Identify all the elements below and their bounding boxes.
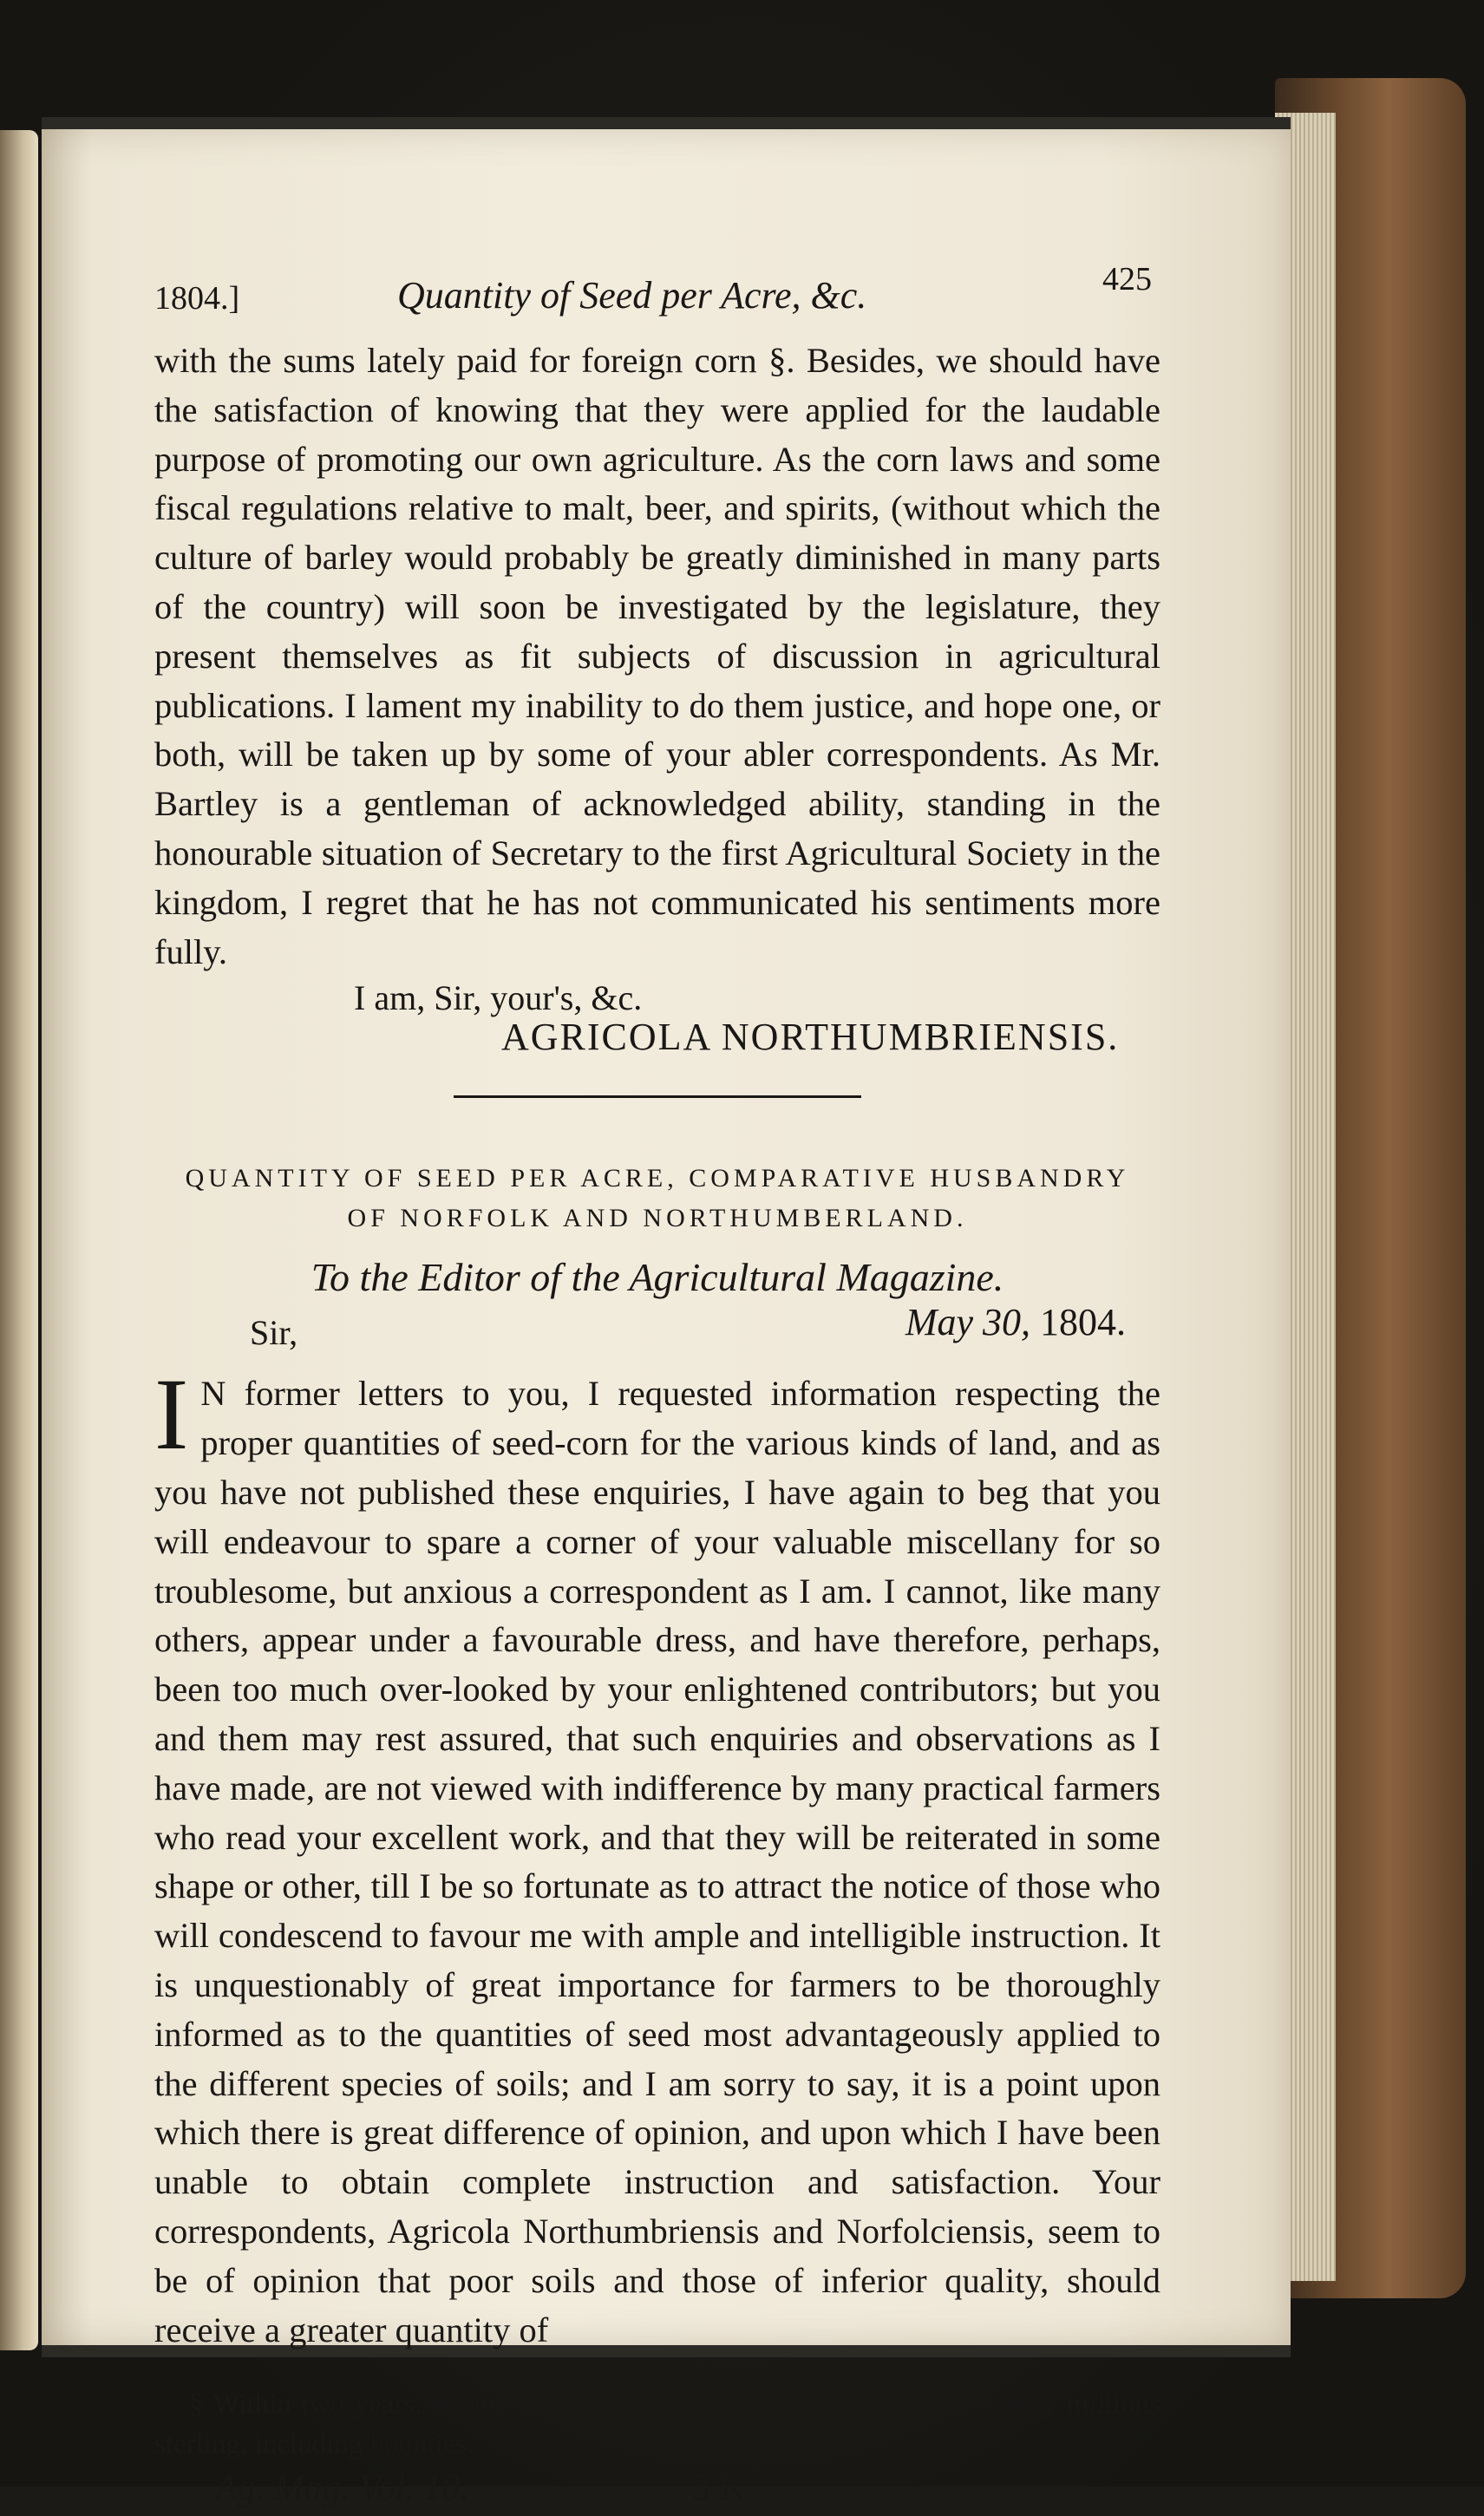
closing-line: I am, Sir, your's, &c. (354, 978, 643, 1018)
footnote-text: § Within two years, ending in 1801, these sums amounted to near twenty millions sterling, including bounties. (154, 2389, 1160, 2460)
running-head (154, 260, 1160, 321)
paragraph-1: with the sums lately paid for foreign corn §. Besides, we should have the satisfaction of knowing that they were applied for the laudable purpose of promoting our own agriculture. As the corn laws and some fiscal regulations relative to malt, beer, and spirits, (without which the culture of barley would probably be greatly diminished in many parts of the country) will soon be investigated by the legislature, they present themselves as fit subjects of discussion in agricultural publications. I lament my inability to do them justice, and hope one, or both, will be taken up by some of your abler correspondents. As Mr. Bartley is a gentleman of acknowledged ability, standing in the honourable situation of Secretary to the first Agricultural Society in the kingdom, I regret that he has not communicated his sentiments more fully. (154, 341, 1160, 971)
paragraph-2-text: N former letters to you, I requested information respecting the proper quantities of seed-corn for the various kinds of land, and as you have not published these enquiries, I have again to beg that you will endeavour to spare a corner of your valuable miscellany for so troublesome, but anxious a correspondent as I am. I cannot, like many others, appear under a favourable dress, and have therefore, perhaps, been too much over-looked by your enlightened contributors; but you and them may rest assured, that such enquiries and observations as I have made, are not viewed with indifference by many practical farmers who read your excellent work, and that they will be reiterated in some shape or other, till I be so fortunate as to attract the notice of those who will condescend to favour me with ample and intelligible instruction. It is unquestionably of great importance for farmers to be thoroughly informed as to the quantities of seed most advantageously applied to the different species of soils; and I am sorry to say, it is a point upon which there is great difference of opinion, and upon which I have been unable to obtain complete instruction and satisfaction. Your correspondents, Agricola Northumbriensis and Norfolciensis, seem to be of opinion that poor soils and those of inferior quality, should receive a greater quantity of (154, 1374, 1160, 2349)
volume-reference: Ag. Mag. Vol. 10. (215, 2468, 469, 2509)
letter-date-month: May 30, (905, 1301, 1030, 1344)
signature: AGRICOLA NORTHUMBRIENSIS. (501, 1016, 1120, 1059)
running-head-title: Quantity of Seed per Acre, &c. (397, 274, 867, 317)
page-content (154, 260, 1160, 2516)
salutation: Sir, (250, 1313, 298, 1353)
letter-date-year: 1804. (1040, 1301, 1126, 1344)
article-title-line-2: OF NORFOLK AND NORTHUMBERLAND. (347, 1204, 968, 1233)
page-number: 425 (1102, 261, 1152, 297)
facing-page-edge (0, 130, 38, 2350)
editor-address: To the Editor of the Agricultural Magazine. (311, 1255, 1004, 1300)
printer-signature-line (154, 2464, 1160, 2516)
footnote (154, 2384, 1160, 2464)
article-title (154, 1159, 1160, 1238)
section-divider (454, 1095, 861, 1098)
running-head-year: 1804.] (154, 280, 240, 317)
salutation-row (154, 1301, 1160, 1357)
letter-date (905, 1300, 1126, 1344)
paragraph-2 (154, 1357, 1160, 2355)
article-title-line-1: QUANTITY OF SEED PER ACRE, COMPARATIVE HUSBANDRY (185, 1164, 1130, 1193)
drop-cap: I (154, 1357, 189, 1472)
gathering-mark: 3 K (692, 2468, 746, 2509)
